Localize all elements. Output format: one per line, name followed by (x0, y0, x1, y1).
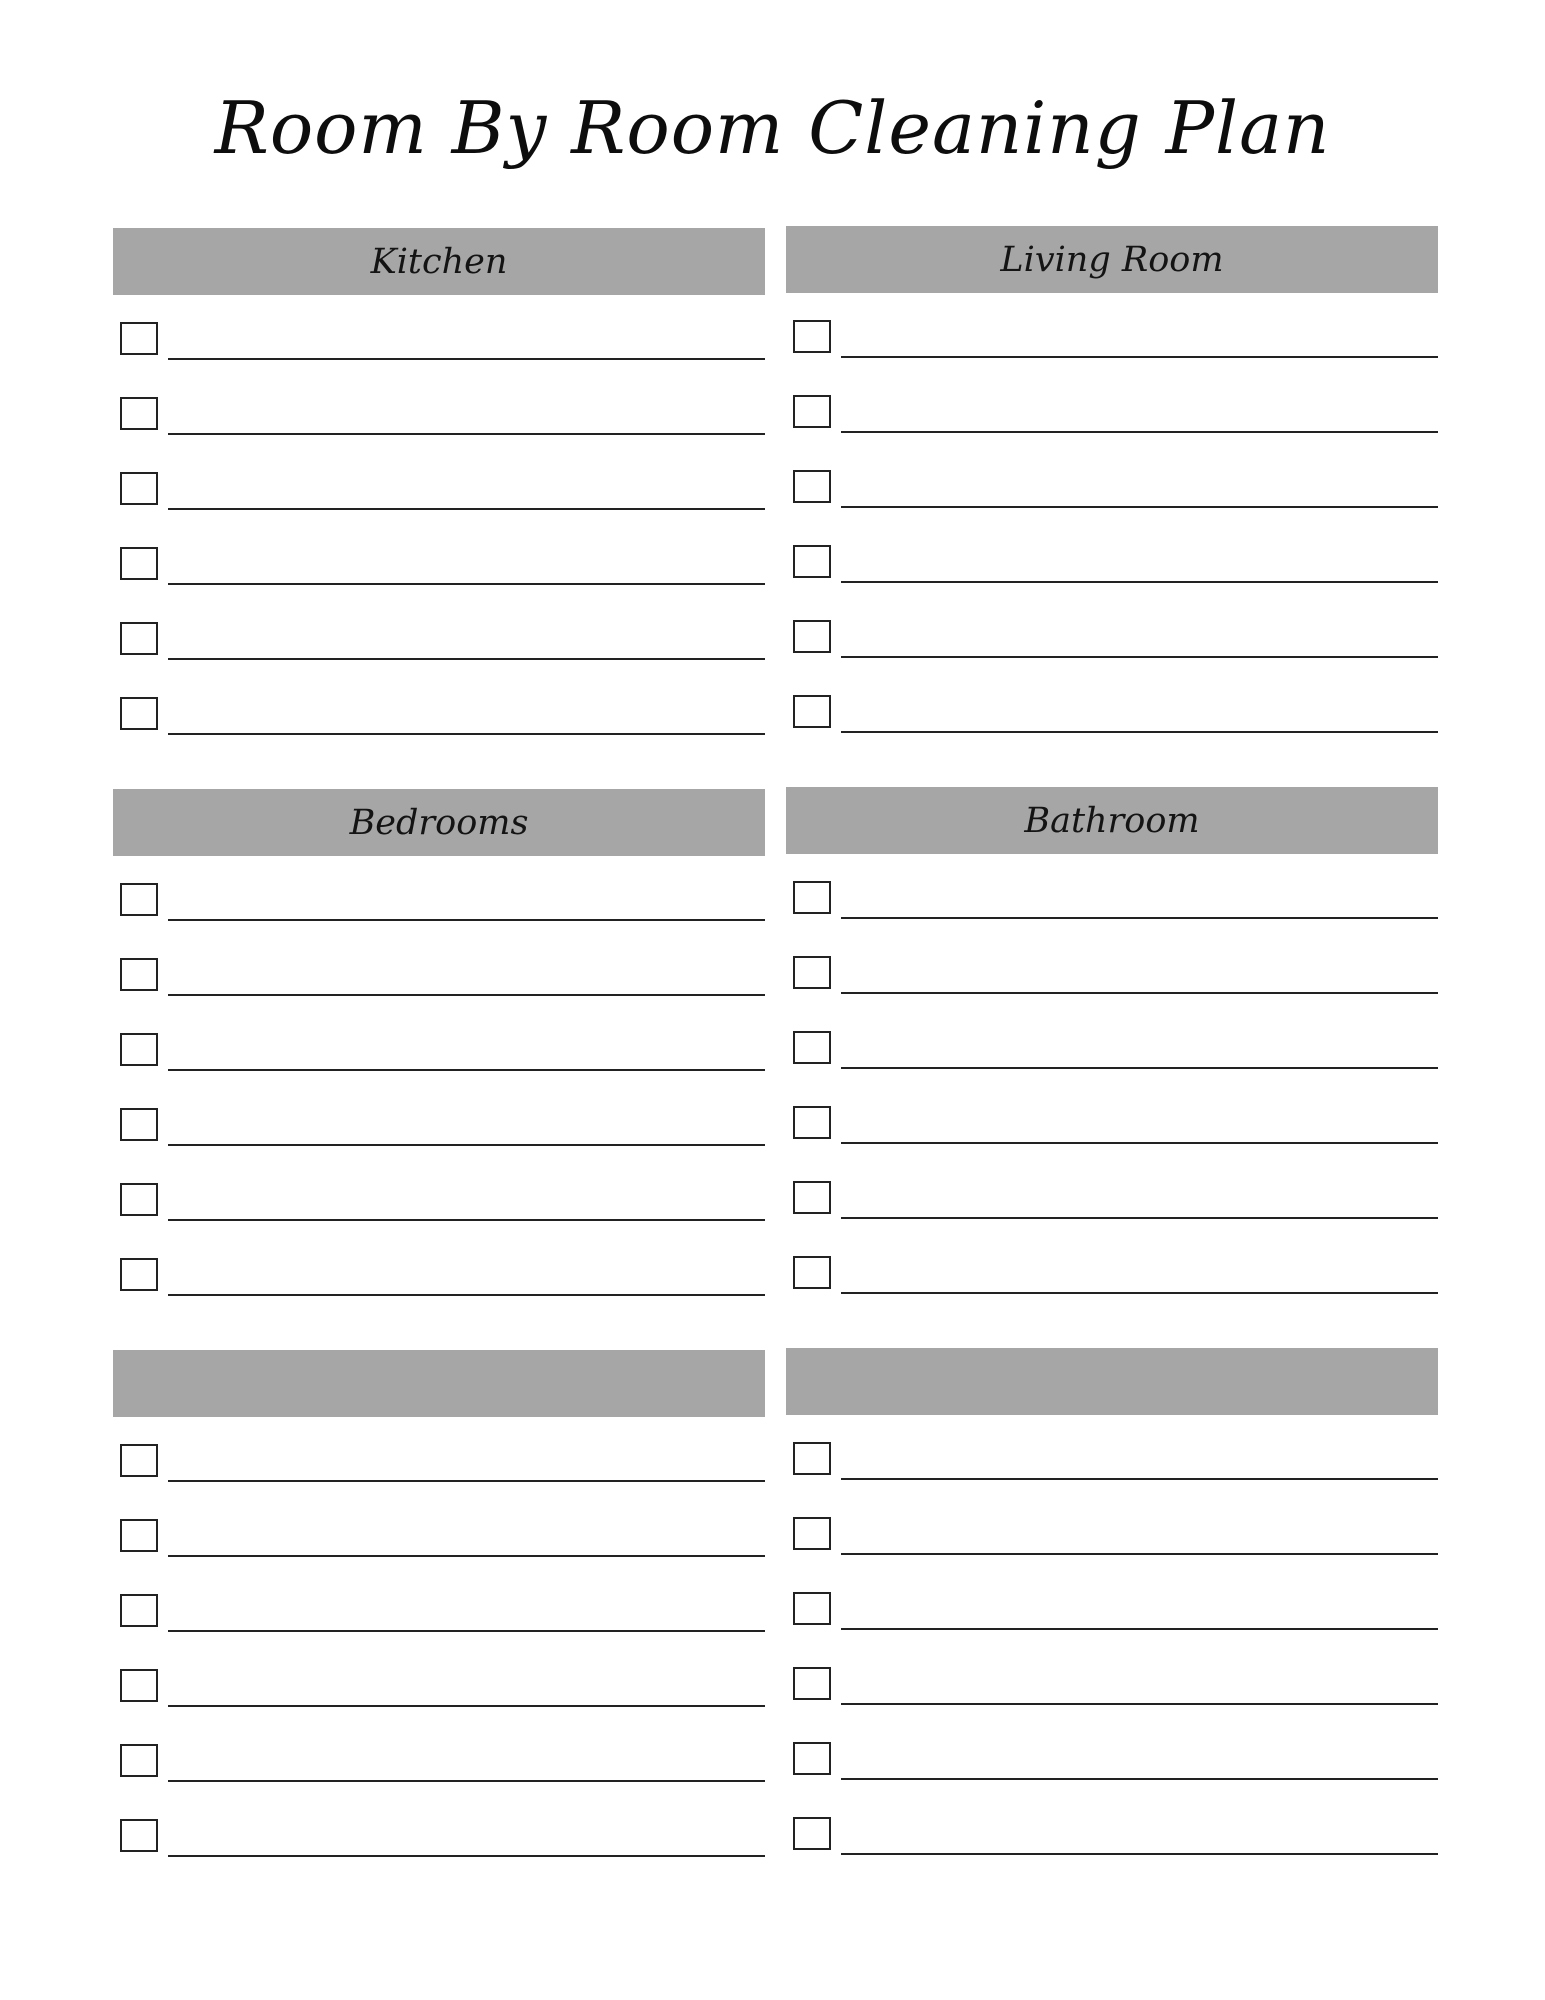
task-write-line[interactable] (168, 994, 765, 996)
task-write-line[interactable] (841, 1853, 1438, 1855)
task-checkbox[interactable] (120, 1108, 158, 1141)
task-checkbox[interactable] (120, 1819, 158, 1852)
task-checkbox[interactable] (120, 622, 158, 655)
task-write-line[interactable] (841, 1628, 1438, 1630)
task-row (786, 695, 1438, 770)
task-list (786, 1442, 1438, 1892)
task-row (786, 395, 1438, 470)
section-header: Kitchen (113, 228, 765, 295)
task-checkbox[interactable] (793, 545, 831, 578)
task-row (786, 956, 1438, 1031)
task-row (786, 1817, 1438, 1892)
task-write-line[interactable] (841, 431, 1438, 433)
task-checkbox[interactable] (120, 1183, 158, 1216)
task-write-line[interactable] (841, 1778, 1438, 1780)
task-row (786, 320, 1438, 395)
task-list (113, 322, 765, 772)
task-write-line[interactable] (841, 1142, 1438, 1144)
task-write-line[interactable] (168, 1555, 765, 1557)
task-row (786, 470, 1438, 545)
section-header: Living Room (786, 226, 1438, 293)
task-row (113, 958, 765, 1033)
task-write-line[interactable] (168, 1855, 765, 1857)
task-row (113, 322, 765, 397)
room-section (786, 226, 1438, 770)
task-row (786, 620, 1438, 695)
task-write-line[interactable] (168, 1069, 765, 1071)
task-checkbox[interactable] (793, 1106, 831, 1139)
task-checkbox[interactable] (120, 1669, 158, 1702)
task-checkbox[interactable] (120, 322, 158, 355)
task-checkbox[interactable] (120, 958, 158, 991)
task-write-line[interactable] (841, 992, 1438, 994)
task-checkbox[interactable] (793, 395, 831, 428)
task-write-line[interactable] (168, 358, 765, 360)
task-row (786, 1592, 1438, 1667)
section-header: Bedrooms (113, 789, 765, 856)
task-write-line[interactable] (841, 1553, 1438, 1555)
task-checkbox[interactable] (793, 956, 831, 989)
page-title: Room By Room Cleaning Plan (214, 86, 1331, 170)
task-list (786, 881, 1438, 1331)
task-checkbox[interactable] (793, 470, 831, 503)
task-row (113, 472, 765, 547)
task-checkbox[interactable] (793, 1667, 831, 1700)
task-checkbox[interactable] (120, 397, 158, 430)
room-section (113, 1350, 765, 1894)
task-write-line[interactable] (168, 1219, 765, 1221)
task-checkbox[interactable] (793, 1442, 831, 1475)
room-section (786, 1348, 1438, 1892)
task-row (786, 1742, 1438, 1817)
task-row (113, 1669, 765, 1744)
task-row (113, 1108, 765, 1183)
task-row (786, 1181, 1438, 1256)
task-row (786, 1031, 1438, 1106)
task-write-line[interactable] (168, 1294, 765, 1296)
task-write-line[interactable] (168, 1630, 765, 1632)
task-write-line[interactable] (168, 658, 765, 660)
task-write-line[interactable] (841, 656, 1438, 658)
task-write-line[interactable] (168, 508, 765, 510)
task-row (786, 1256, 1438, 1331)
task-row (113, 883, 765, 958)
task-write-line[interactable] (841, 356, 1438, 358)
task-row (113, 1519, 765, 1594)
task-checkbox[interactable] (120, 1033, 158, 1066)
task-write-line[interactable] (841, 1217, 1438, 1219)
task-checkbox[interactable] (793, 1817, 831, 1850)
task-list (113, 883, 765, 1333)
task-write-line[interactable] (841, 506, 1438, 508)
task-write-line[interactable] (168, 1144, 765, 1146)
task-checkbox[interactable] (120, 1444, 158, 1477)
task-write-line[interactable] (841, 581, 1438, 583)
task-list (786, 320, 1438, 770)
task-checkbox[interactable] (793, 1031, 831, 1064)
task-write-line[interactable] (841, 1703, 1438, 1705)
task-row (113, 1444, 765, 1519)
task-row (113, 622, 765, 697)
section-header: Bathroom (786, 787, 1438, 854)
task-row (113, 697, 765, 772)
task-checkbox[interactable] (120, 1744, 158, 1777)
room-section (786, 787, 1438, 1331)
task-write-line[interactable] (168, 433, 765, 435)
room-section (113, 789, 765, 1333)
task-checkbox[interactable] (120, 547, 158, 580)
section-header (113, 1350, 765, 1417)
task-row (113, 1594, 765, 1669)
task-checkbox[interactable] (793, 620, 831, 653)
task-checkbox[interactable] (793, 1517, 831, 1550)
task-checkbox[interactable] (793, 881, 831, 914)
task-write-line[interactable] (168, 1705, 765, 1707)
task-write-line[interactable] (168, 1780, 765, 1782)
task-write-line[interactable] (168, 1480, 765, 1482)
task-row (786, 1517, 1438, 1592)
task-checkbox[interactable] (793, 695, 831, 728)
task-row (113, 1258, 765, 1333)
task-write-line[interactable] (168, 583, 765, 585)
task-checkbox[interactable] (120, 1258, 158, 1291)
task-row (113, 547, 765, 622)
task-row (786, 1106, 1438, 1181)
task-checkbox[interactable] (120, 472, 158, 505)
task-row (786, 545, 1438, 620)
task-checkbox[interactable] (793, 1256, 831, 1289)
task-row (113, 1819, 765, 1894)
task-write-line[interactable] (168, 919, 765, 921)
task-checkbox[interactable] (120, 697, 158, 730)
task-write-line[interactable] (841, 1478, 1438, 1480)
section-header (786, 1348, 1438, 1415)
task-write-line[interactable] (841, 917, 1438, 919)
task-row (113, 397, 765, 472)
task-checkbox[interactable] (120, 1594, 158, 1627)
task-row (113, 1183, 765, 1258)
task-row (786, 1667, 1438, 1742)
room-section (113, 228, 765, 772)
task-checkbox[interactable] (793, 1742, 831, 1775)
task-write-line[interactable] (841, 731, 1438, 733)
task-checkbox[interactable] (793, 1181, 831, 1214)
task-checkbox[interactable] (120, 1519, 158, 1552)
task-row (786, 881, 1438, 956)
task-row (113, 1744, 765, 1819)
task-checkbox[interactable] (793, 1592, 831, 1625)
task-row (786, 1442, 1438, 1517)
task-write-line[interactable] (841, 1292, 1438, 1294)
task-write-line[interactable] (841, 1067, 1438, 1069)
task-checkbox[interactable] (793, 320, 831, 353)
task-write-line[interactable] (168, 733, 765, 735)
task-row (113, 1033, 765, 1108)
task-checkbox[interactable] (120, 883, 158, 916)
task-list (113, 1444, 765, 1894)
